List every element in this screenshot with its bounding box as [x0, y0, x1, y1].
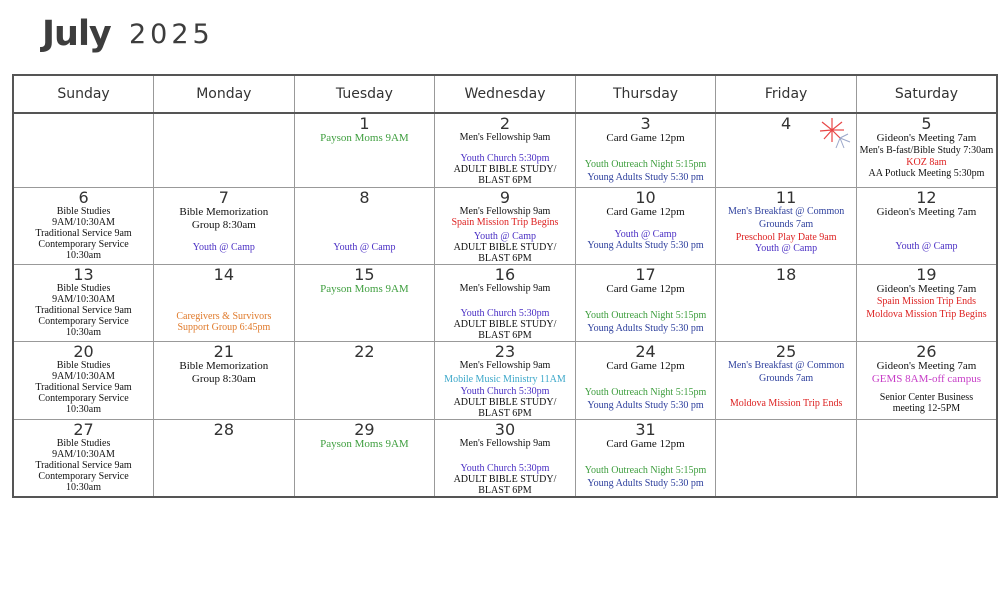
day-cell-20[interactable] [13, 342, 154, 420]
weekday-thursday: Thursday [575, 75, 716, 113]
day-cell-3[interactable] [575, 113, 716, 188]
day-cell-27[interactable] [13, 420, 154, 498]
event: Youth Outreach Night 5:15pm [584, 387, 707, 398]
fireworks-icon [814, 114, 854, 154]
day-number: 12 [916, 188, 937, 207]
event: Gideon's Meeting 7am [876, 360, 977, 372]
event: Card Game 12pm [606, 132, 685, 144]
event: Young Adults Study 5:30 pm [587, 323, 704, 334]
event: 9AM/10:30AM [52, 449, 115, 460]
day-number: 28 [213, 420, 235, 439]
event: Youth Outreach Night 5:15pm [584, 159, 707, 170]
day-cell-22[interactable] [294, 342, 435, 420]
event: Men's B-fast/Bible Study 7:30am [859, 145, 994, 156]
day-number: 7 [218, 188, 229, 207]
event: Grounds 7am [759, 219, 814, 230]
event: Mobile Music Ministry 11AM [444, 374, 566, 385]
day-number: 19 [916, 265, 937, 284]
event: Youth Church 5:30pm [460, 463, 550, 474]
event: BLAST 6PM [478, 485, 532, 496]
event: Preschool Play Date 9am [735, 232, 837, 243]
day-cell-19[interactable] [856, 265, 997, 342]
event: Spain Mission Trip Begins [451, 217, 559, 228]
event: Youth @ Camp [614, 229, 677, 240]
event: Payson Moms 9AM [320, 132, 409, 144]
event: Youth Church 5:30pm [460, 153, 550, 164]
day-number: 27 [73, 420, 94, 439]
event: Young Adults Study 5:30 pm [587, 478, 704, 489]
event: Bible Studies [56, 206, 111, 217]
week-row [13, 342, 997, 420]
day-cell-25[interactable] [716, 342, 857, 420]
event: BLAST 6PM [478, 253, 532, 264]
day-cell-5[interactable] [856, 113, 997, 188]
event: 10:30am [66, 482, 102, 493]
event: Contemporary Service [38, 316, 129, 327]
event: meeting 12-5PM [892, 403, 961, 414]
day-number: 24 [635, 342, 656, 361]
event: 9AM/10:30AM [52, 294, 115, 305]
weekday-tuesday: Tuesday [294, 75, 435, 113]
event: Men's Breakfast @ Common [727, 206, 845, 217]
event: Youth @ Camp [473, 231, 537, 242]
day-cell-15[interactable] [294, 265, 435, 342]
event: Grounds 7am [759, 373, 814, 384]
event: Card Game 12pm [606, 206, 685, 218]
event: BLAST 6PM [478, 408, 532, 419]
day-cell-11[interactable] [716, 188, 857, 265]
event: Young Adults Study 5:30 pm [587, 240, 704, 251]
event: 9AM/10:30AM [52, 371, 115, 382]
event: Support Group 6:45pm [177, 322, 271, 333]
day-number: 2 [499, 114, 511, 133]
weekday-monday: Monday [154, 75, 295, 113]
event: Youth @ Camp [333, 242, 396, 253]
event: Payson Moms 9AM [320, 438, 409, 450]
day-number: 13 [73, 265, 94, 284]
day-cell-17[interactable] [575, 265, 716, 342]
event: ADULT BIBLE STUDY/ [453, 319, 557, 330]
empty-day-cell [13, 113, 154, 188]
day-number: 17 [635, 265, 656, 284]
event: Men's Fellowship 9am [459, 283, 551, 294]
event: Men's Fellowship 9am [459, 360, 551, 371]
day-number: 26 [916, 342, 937, 361]
event: Youth Outreach Night 5:15pm [584, 465, 707, 476]
day-cell-16[interactable] [435, 265, 576, 342]
event: 9AM/10:30AM [52, 217, 115, 228]
day-cell-14[interactable] [154, 265, 295, 342]
day-number: 29 [354, 420, 375, 439]
day-number: 4 [781, 114, 792, 133]
weekday-friday: Friday [716, 75, 857, 113]
event: Card Game 12pm [606, 283, 685, 295]
event: Caregivers & Survivors [176, 311, 272, 322]
event: KOZ 8am [906, 157, 947, 168]
event: 10:30am [66, 404, 102, 415]
day-cell-28[interactable] [154, 420, 295, 498]
day-number: 5 [921, 114, 932, 133]
week-row [13, 265, 997, 342]
event: Men's Fellowship 9am [459, 206, 551, 217]
day-number: 30 [494, 420, 516, 439]
day-number: 6 [78, 188, 89, 207]
event: Group 8:30am [191, 219, 256, 231]
empty-day-cell [716, 420, 857, 498]
event: Contemporary Service [38, 239, 129, 250]
day-number: 9 [499, 188, 511, 207]
event: Card Game 12pm [606, 438, 685, 450]
event: AA Potluck Meeting 5:30pm [868, 168, 985, 179]
event: Bible Studies [56, 438, 111, 449]
event: ADULT BIBLE STUDY/ [453, 164, 557, 175]
day-number: 14 [213, 265, 235, 284]
day-cell-12[interactable] [856, 188, 997, 265]
day-number: 10 [635, 188, 656, 207]
event: Bible Memorization [179, 206, 269, 218]
day-number: 18 [775, 265, 797, 284]
empty-day-cell [154, 113, 295, 188]
event: Men's Breakfast @ Common [727, 360, 845, 371]
event: ADULT BIBLE STUDY/ [453, 474, 557, 485]
event: Moldova Mission Trip Begins [866, 309, 987, 320]
event: Bible Studies [56, 360, 111, 371]
event: Bible Memorization [179, 360, 269, 372]
day-number: 16 [494, 265, 516, 284]
weekday-saturday: Saturday [856, 75, 997, 113]
event: Card Game 12pm [606, 360, 685, 372]
event: 10:30am [66, 327, 102, 338]
event: Youth Church 5:30pm [460, 308, 550, 319]
day-cell-4[interactable] [716, 113, 857, 188]
event: ADULT BIBLE STUDY/ [453, 242, 557, 253]
event: Payson Moms 9AM [320, 283, 409, 295]
event: Moldova Mission Trip Ends [729, 398, 843, 409]
event: BLAST 6PM [478, 175, 532, 186]
event: Traditional Service 9am [35, 382, 132, 393]
event: Young Adults Study 5:30 pm [587, 400, 704, 411]
year-title: 2025 [129, 19, 214, 50]
day-cell-9[interactable] [435, 188, 576, 265]
event: Men's Fellowship 9am [459, 132, 551, 143]
event: Gideon's Meeting 7am [876, 132, 977, 144]
day-number: 1 [359, 114, 370, 133]
day-cell-23[interactable] [435, 342, 576, 420]
event: GEMS 8AM-off campus [871, 373, 982, 385]
day-number: 11 [775, 188, 797, 207]
event: Bible Studies [56, 283, 111, 294]
week-row [13, 188, 997, 265]
week-row [13, 420, 997, 498]
event: Traditional Service 9am [35, 460, 132, 471]
day-number: 3 [640, 114, 651, 133]
day-cell-24[interactable] [575, 342, 716, 420]
weekday-header-row [13, 75, 997, 113]
day-cell-18[interactable] [716, 265, 857, 342]
day-number: 15 [354, 265, 375, 284]
day-cell-31[interactable] [575, 420, 716, 498]
day-cell-6[interactable] [13, 188, 154, 265]
day-cell-10[interactable] [575, 188, 716, 265]
week-row [13, 113, 997, 188]
month-title: July [42, 14, 111, 54]
event: Traditional Service 9am [35, 305, 132, 316]
weekday-sunday: Sunday [13, 75, 154, 113]
event: Traditional Service 9am [35, 228, 132, 239]
day-number: 20 [73, 342, 94, 361]
event: Gideon's Meeting 7am [876, 283, 977, 295]
day-cell-13[interactable] [13, 265, 154, 342]
empty-day-cell [856, 420, 997, 498]
event: Contemporary Service [38, 471, 129, 482]
event: Group 8:30am [191, 373, 256, 385]
weekday-wednesday: Wednesday [435, 75, 576, 113]
event: Spain Mission Trip Ends [876, 296, 977, 307]
day-number: 8 [359, 188, 370, 207]
event: ADULT BIBLE STUDY/ [453, 397, 557, 408]
day-number: 23 [494, 342, 516, 361]
day-cell-2[interactable] [435, 113, 576, 188]
event: Youth @ Camp [895, 241, 958, 252]
event: Senior Center Business [879, 392, 974, 403]
day-cell-1[interactable] [294, 113, 435, 188]
day-number: 31 [635, 420, 656, 439]
day-cell-30[interactable] [435, 420, 576, 498]
day-number: 21 [213, 342, 235, 361]
day-cell-8[interactable] [294, 188, 435, 265]
day-cell-29[interactable] [294, 420, 435, 498]
event: Young Adults Study 5:30 pm [587, 172, 704, 183]
event: Men's Fellowship 9am [459, 438, 551, 449]
day-number: 22 [354, 342, 375, 361]
event: Contemporary Service [38, 393, 129, 404]
event: Youth @ Camp [192, 242, 255, 253]
day-cell-26[interactable] [856, 342, 997, 420]
event: BLAST 6PM [478, 330, 532, 341]
event: Youth Church 5:30pm [460, 386, 550, 397]
event: Youth @ Camp [755, 243, 818, 254]
event: Youth Outreach Night 5:15pm [584, 310, 707, 321]
day-number: 25 [775, 342, 797, 361]
calendar-grid [12, 74, 998, 498]
day-cell-7[interactable] [154, 188, 295, 265]
event: 10:30am [66, 250, 102, 261]
event: Gideon's Meeting 7am [876, 206, 977, 218]
day-cell-21[interactable] [154, 342, 295, 420]
